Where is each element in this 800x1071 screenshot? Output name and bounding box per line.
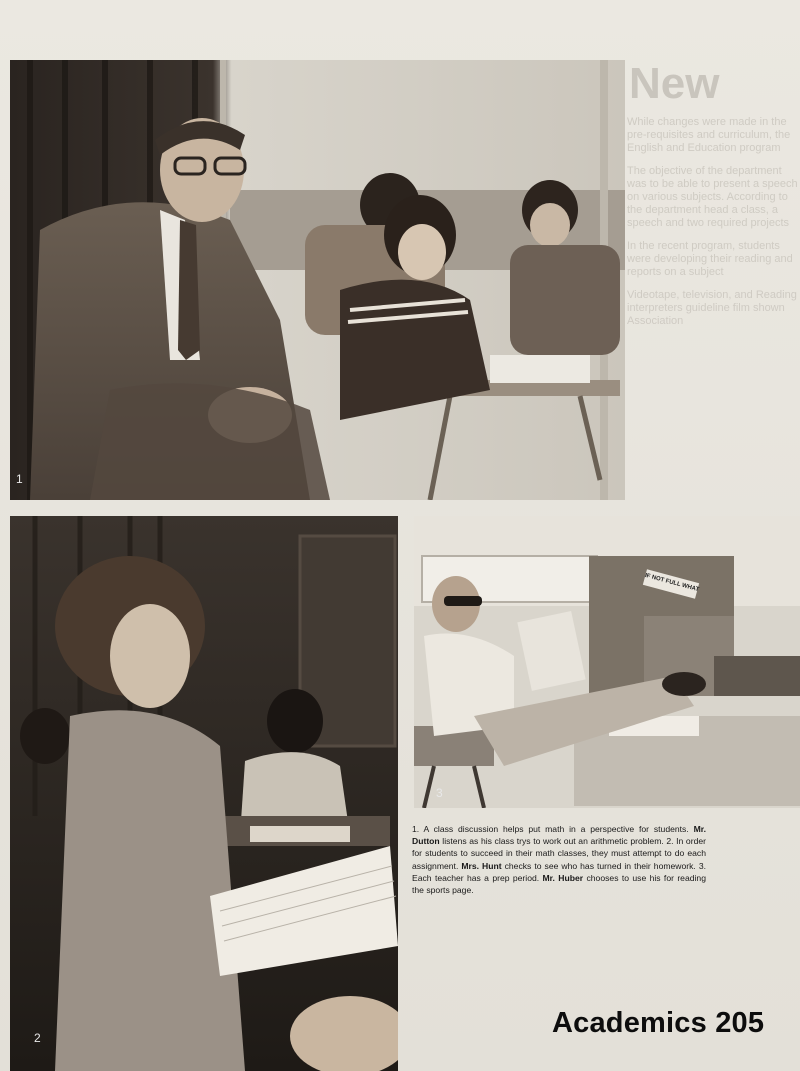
page-number: 205	[715, 1007, 765, 1039]
photo-1	[10, 60, 625, 500]
photo-1-image	[10, 60, 625, 500]
photo-3	[414, 516, 800, 808]
desk-sticker: IF NOT FULL WHAT	[644, 572, 700, 594]
bleed-paragraph: The objective of the department was to be able to present a speech on various subjects. According to the department head a class, a speech and two required projects	[627, 165, 798, 229]
caption-text: 1. A class discussion helps put math in a perspective for students.	[412, 824, 694, 834]
photo-caption	[412, 823, 706, 896]
caption-name-dutton: Mr. Dutton	[412, 824, 706, 847]
photo-2-image	[10, 516, 398, 1071]
page-footer	[552, 1007, 764, 1040]
photo-3-image	[414, 516, 800, 808]
bleed-heading: New	[629, 60, 720, 108]
photo-2	[10, 516, 398, 1071]
caption-name-hunt: Mrs. Hunt	[461, 860, 502, 871]
photo-1-number: 1	[16, 472, 23, 486]
photo-2-number: 2	[34, 1031, 41, 1045]
caption-name-huber: Mr. Huber	[542, 872, 584, 883]
photo-3-number: 3	[436, 786, 443, 800]
caption-text: checks to see who has turned in their homework. 3. Each teacher has a prep period.	[412, 860, 706, 883]
caption-text: chooses to use his for reading the sports page.	[412, 872, 706, 896]
bleed-through-text	[625, 60, 800, 515]
caption-text: listens as his class trys to work out an arithmetic problem. 2. In order for students to succeed in their math classes, they must attempt to do each assignment.	[412, 836, 706, 871]
section-title: Academics	[552, 1007, 707, 1039]
bleed-paragraph: While changes were made in the pre-requisites and curriculum, the English and Education program	[627, 116, 791, 154]
bleed-paragraph: Videotape, television, and Reading interpreters guideline film shown Association	[627, 289, 797, 327]
bleed-paragraph: In the recent program, students were developing their reading and reports on a subject	[627, 240, 793, 278]
